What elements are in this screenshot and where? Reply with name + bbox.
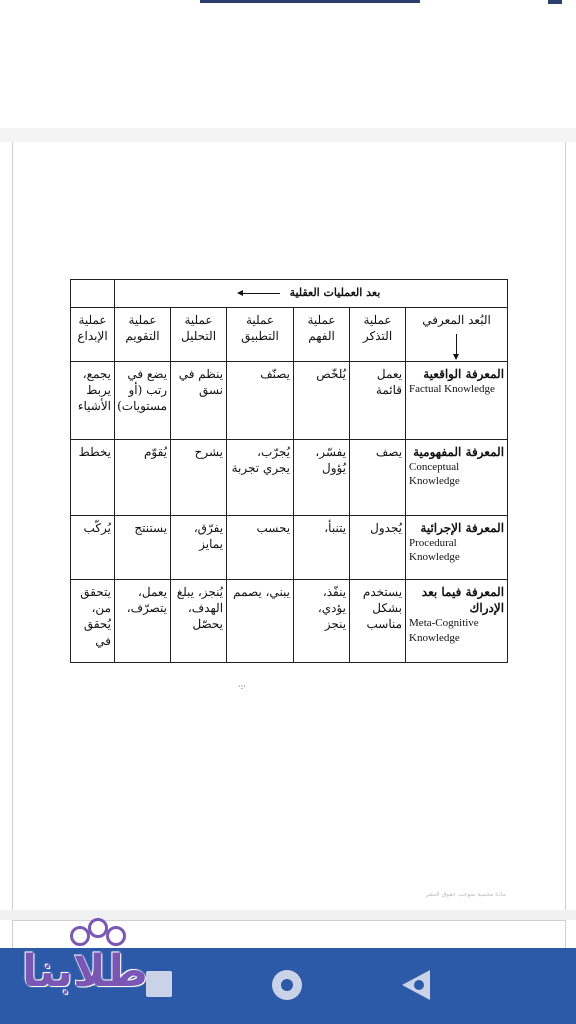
corner-label: البُعد المعرفي: [422, 313, 491, 327]
table-row: [71, 516, 508, 580]
row-header: [406, 580, 508, 663]
column-header: عملية الفهم: [294, 308, 350, 362]
process-dimension-label: بعد العمليات العقلية: [289, 286, 381, 300]
row-label-ar: المعرفة فيما بعد الإدراك: [421, 585, 505, 616]
table-cell: يشرح: [171, 440, 227, 516]
row-label-en: Meta-Cognitive Knowledge: [409, 617, 479, 644]
table-cell: يُلخّص: [294, 362, 350, 440]
column-header: عملية التحليل: [171, 308, 227, 362]
column-header: عملية الإبداع: [71, 308, 115, 362]
table-cell: يعمل، يتصرّف،: [115, 580, 171, 663]
table-cell: يخطط: [71, 440, 115, 516]
knowledge-dimension-header: [406, 308, 508, 362]
page-footnote: مادة محمية بموجب حقوق النشر: [425, 891, 506, 898]
table-cell: يفسّر، يُؤول: [294, 440, 350, 516]
row-label-ar: المعرفة الواقعية: [423, 367, 505, 381]
table-cell: يحسب: [227, 516, 294, 580]
table-row: [71, 580, 508, 663]
table-cell: يضع في رتب (أو مستويات): [115, 362, 171, 440]
page-separator: [0, 910, 576, 920]
back-icon: [414, 980, 424, 990]
status-bar-fragment: [200, 0, 420, 3]
row-label-en: Conceptual Knowledge: [409, 461, 460, 488]
arrow-left-icon: [242, 293, 280, 294]
row-header: [406, 440, 508, 516]
table-cell: يبني، يصمم: [227, 580, 294, 663]
table-row: [71, 440, 508, 516]
row-label-ar: المعرفة الإجرائية: [420, 521, 505, 535]
table-cell: يجمع، يربط الأشياء: [71, 362, 115, 440]
table-cell: يصنّف: [227, 362, 294, 440]
table-row: [71, 362, 508, 440]
table-cell: يُنجز، يبلغ الهدف، يحصّل: [171, 580, 227, 663]
table-cell: يعمل قائمة: [350, 362, 406, 440]
row-label-ar: المعرفة المفهومية: [413, 445, 505, 459]
bloom-taxonomy-table: [70, 279, 508, 663]
home-icon: [281, 979, 293, 991]
table-cell: يُجرّب، يجري تجربة: [227, 440, 294, 516]
table-cell: ينظم في نسق: [171, 362, 227, 440]
table-cell: يستنتج: [115, 516, 171, 580]
table-cell: يُجدول: [350, 516, 406, 580]
table-cell: يستخدم بشكل مناسب: [350, 580, 406, 663]
column-header: عملية التقويم: [115, 308, 171, 362]
column-header: عملية التذكر: [350, 308, 406, 362]
recent-apps-button[interactable]: [146, 971, 172, 997]
table-cell: يُركّب: [71, 516, 115, 580]
row-label-en: Factual Knowledge: [409, 383, 495, 396]
table-cell: يتحقق من، يُحقق في: [71, 580, 115, 663]
column-header: عملية التطبيق: [227, 308, 294, 362]
table-cell: ينفّذ، يؤدي، ينجز: [294, 580, 350, 663]
empty-corner: [71, 280, 115, 308]
table-cell: يصف: [350, 440, 406, 516]
row-header: [406, 362, 508, 440]
row-label-en: Procedural Knowledge: [409, 537, 460, 564]
table-cell: يتنبأ،: [294, 516, 350, 580]
status-bar-fragment: [548, 0, 562, 4]
watermark-logo: طلابنا: [22, 946, 148, 997]
table-cell: يُقوّم: [115, 440, 171, 516]
page-separator: [0, 128, 576, 142]
row-header: [406, 516, 508, 580]
home-button[interactable]: [272, 970, 302, 1000]
back-button[interactable]: [402, 970, 430, 1000]
page-mark: ·:·: [238, 682, 246, 691]
table-cell: يفرّق، يمايز: [171, 516, 227, 580]
table-title: [115, 280, 508, 308]
arrow-down-icon: [456, 334, 457, 356]
